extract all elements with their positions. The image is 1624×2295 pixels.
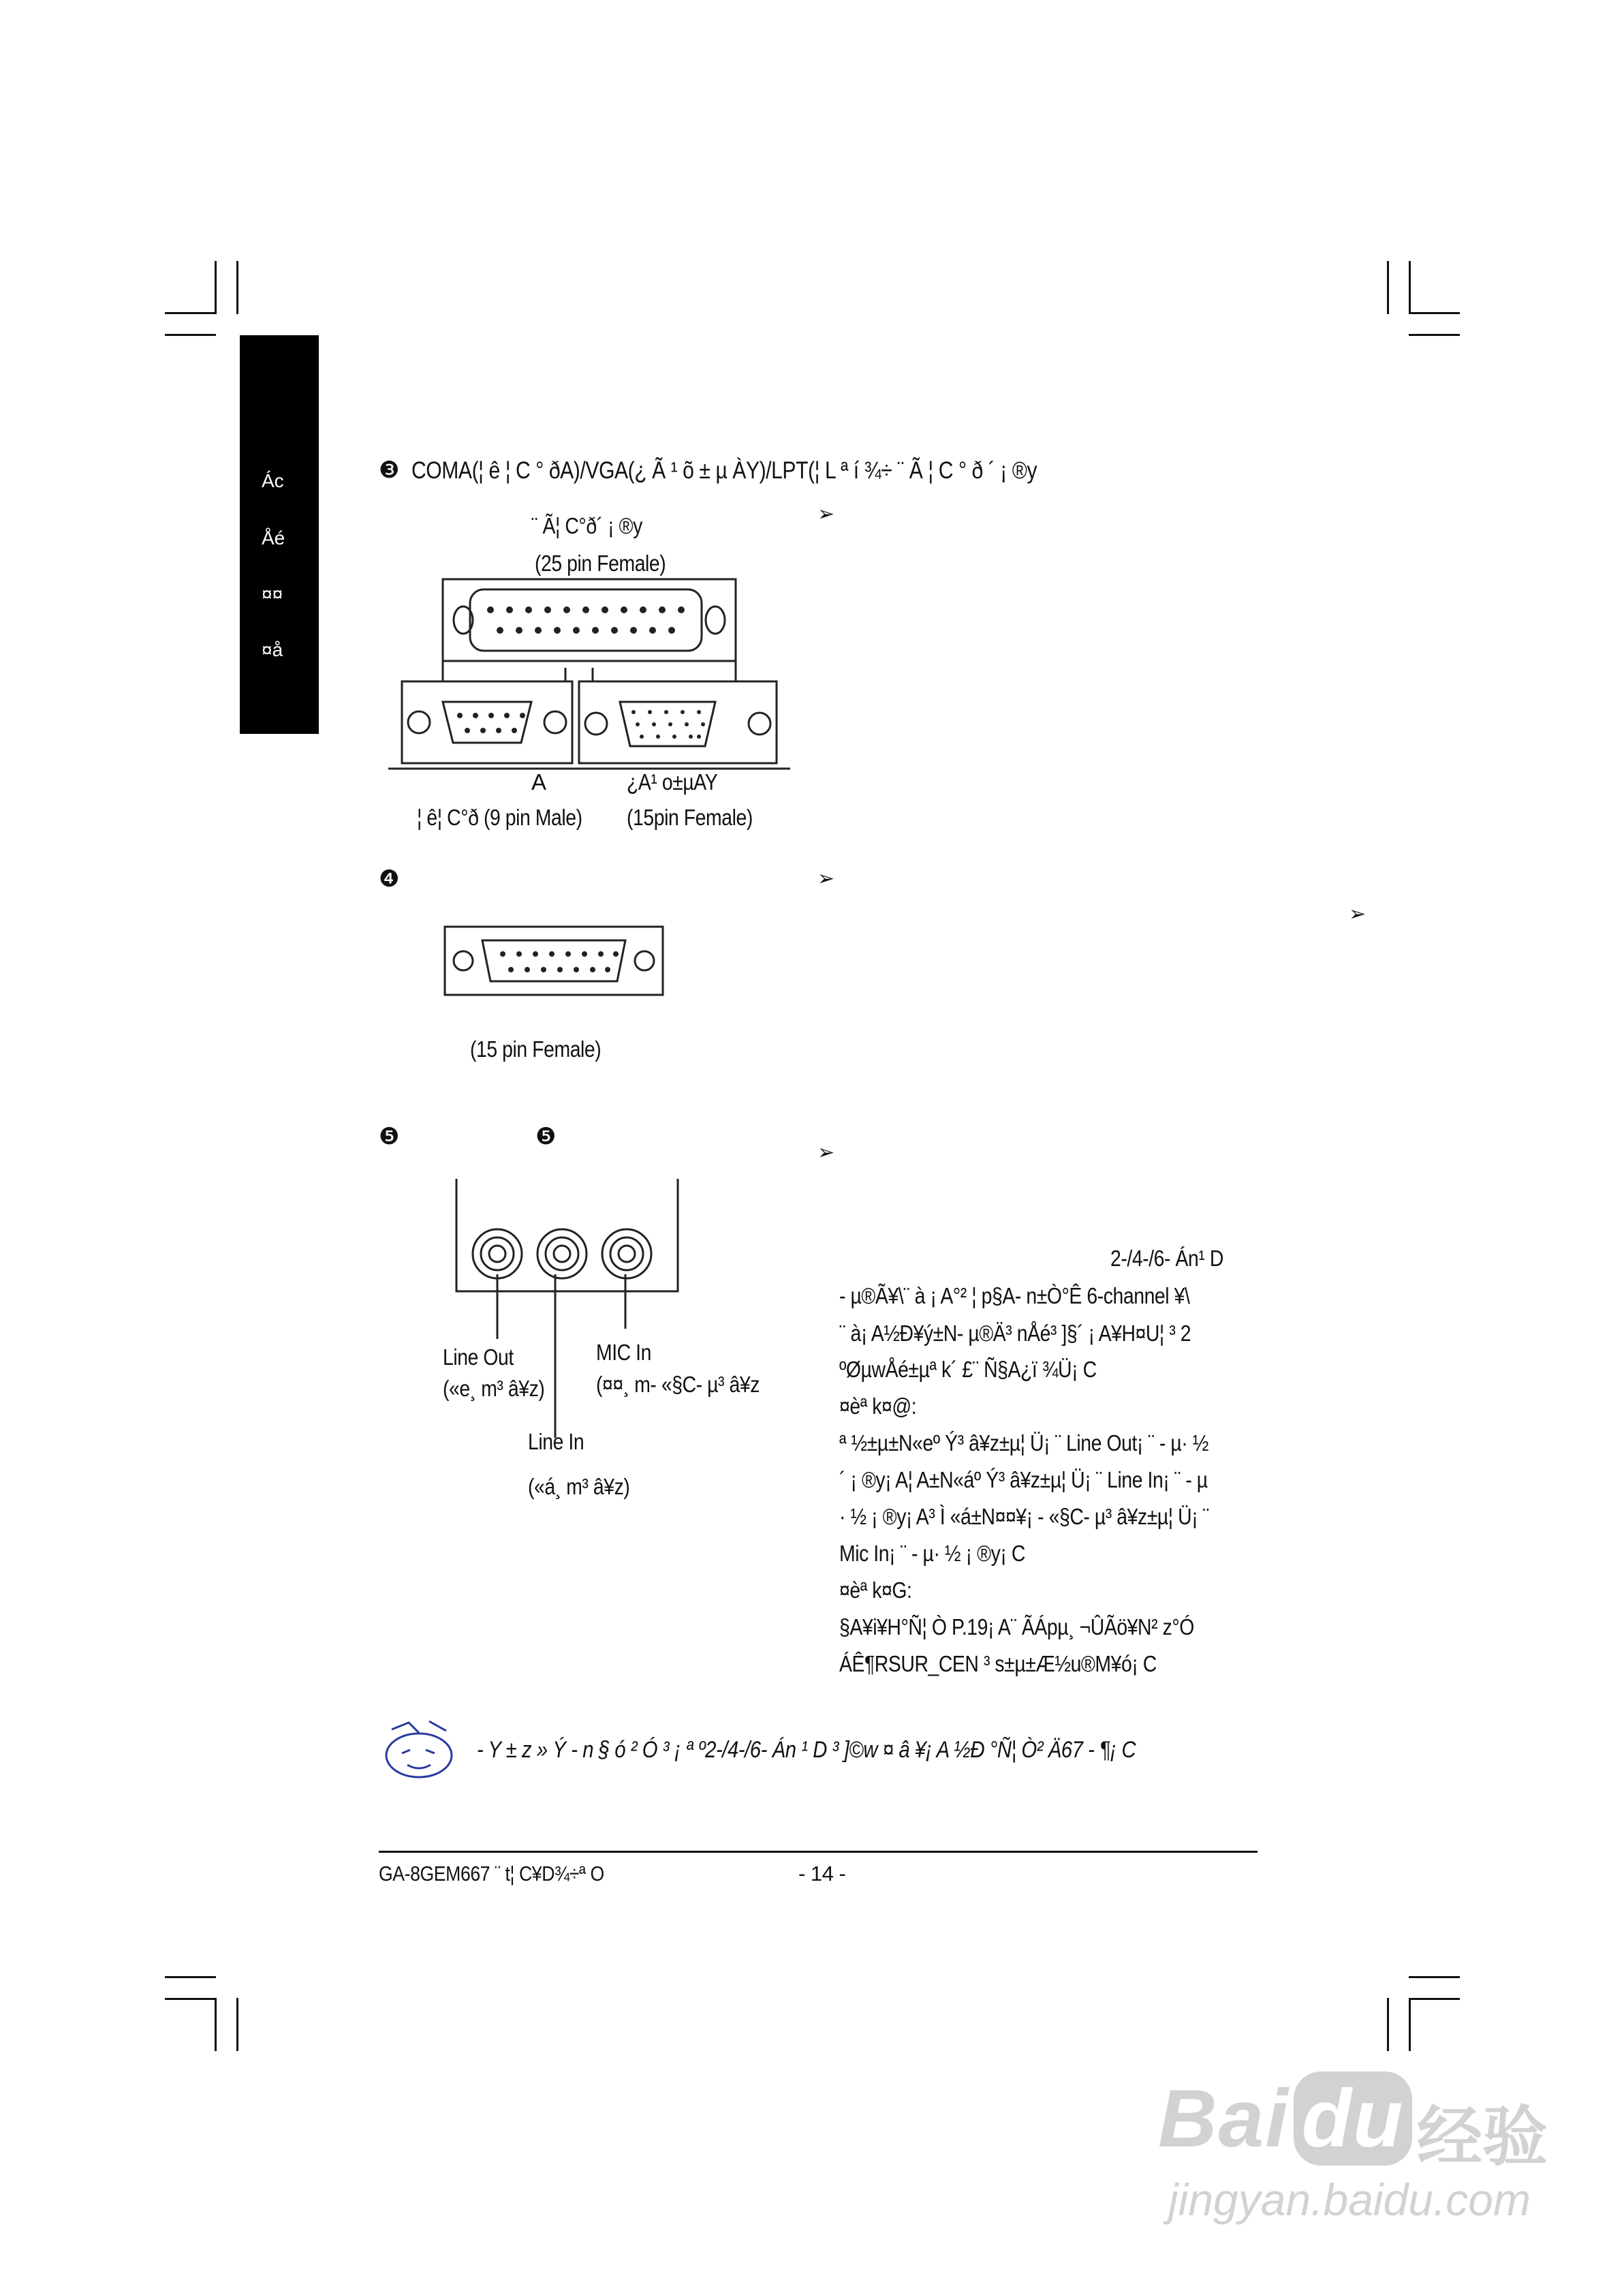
crop-mark: [1409, 1976, 1460, 1978]
game-port-diagram: [441, 923, 666, 998]
crop-mark: [215, 1998, 217, 2051]
crop-mark: [1409, 1998, 1411, 2051]
section5-marker: ❺: [535, 1123, 556, 1150]
desc-line: ª ½±µ±N«eº Ý³ â¥z±µ¦ Ü¡ ¨ Line Out¡ ¨ - µ· ½: [839, 1430, 1208, 1455]
line-in-label: Line In: [528, 1429, 584, 1454]
note-text: - Y ± z » Ý - n § ó ² Ó ³ ¡ ª º2-/4-/6- Án ¹ D ³ ]©w ¤ â ¥¡ A ½Ð °Ñ¦ Ò² Ä67 - ¶¡ C: [477, 1737, 1136, 1763]
crop-mark: [1409, 261, 1411, 314]
side-tab-char: Åé: [262, 527, 285, 549]
crop-mark: [1387, 1998, 1389, 2051]
desc-line: ºØµwÅé±µª k´ £¨ Ñ§A¿ï ¾Ü¡ C: [839, 1357, 1097, 1382]
line-out-sublabel: («e¸ m³ â¥z): [443, 1376, 545, 1401]
memo-face-icon: [381, 1716, 463, 1784]
watermark-logo: Bai du: [1158, 2071, 1412, 2166]
desc-line: ¤èª k¤@:: [839, 1393, 917, 1419]
crop-mark: [236, 261, 238, 314]
watermark-logo-cn: 经验: [1417, 2101, 1548, 2174]
line-out-label: Line Out: [443, 1344, 514, 1370]
parallel-port-label: ¨ Ã¦ C°ð´ ¡ ®y: [531, 513, 642, 538]
com-port-label-a: A: [531, 769, 546, 795]
footer-rule: [379, 1851, 1258, 1853]
side-tab-char: Ác: [262, 470, 284, 491]
bullet-arrow: ➢: [1349, 902, 1366, 926]
desc-line: ´ ¡ ®y¡ A¦ A±N«áº Ý³ â¥z±µ¦ Ü¡ ¨ Line In¡ ¨ - µ: [839, 1467, 1208, 1492]
side-tab-char: ¤å: [262, 639, 283, 660]
side-tab-char: ¤¤: [262, 583, 283, 604]
footer-page-number: - 14 -: [798, 1862, 846, 1885]
desc-line: Mic In¡ ¨ - µ· ½ ¡ ®y¡ C: [839, 1541, 1025, 1566]
desc-line: · ½ ¡ ®y¡ A³ Ì «á±N¤¤¥¡ - «§C- µ³ â¥z±µ¦ Ü¡ ¨: [839, 1504, 1209, 1529]
section3-marker: ❸: [379, 457, 399, 484]
io-ports-diagram: [388, 572, 790, 777]
section4-marker: ❹: [379, 865, 399, 893]
crop-mark: [1409, 1998, 1460, 2000]
parallel-port-pins: (25 pin Female): [535, 551, 666, 576]
game-port-pins: (15 pin Female): [470, 1036, 602, 1062]
vga-port-label-a: ¿A¹ o±µAY: [627, 769, 718, 795]
audio-jacks-diagram: [436, 1179, 695, 1465]
crop-mark: [1387, 261, 1389, 314]
desc-line: 2-/4-/6- Án¹ D: [1110, 1246, 1223, 1271]
crop-mark: [165, 1976, 216, 1978]
crop-mark: [1409, 334, 1460, 336]
desc-line: ¨ à¡ A½Ð¥ý±N- µ®Ä³ nÅé³ ]§´ ¡ A¥H¤U¦ ³ 2: [839, 1321, 1191, 1346]
vga-port-label-b: (15pin Female): [627, 805, 753, 830]
bullet-arrow: ➢: [817, 1141, 834, 1165]
desc-line: ¤èª k¤G:: [839, 1577, 912, 1603]
crop-mark: [215, 261, 217, 314]
bullet-arrow: ➢: [817, 867, 834, 891]
desc-line: §A¥i¥H°Ñ¦ Ò P.19¡ A¨ ÃÁpµ¸ ¬ÛÃö¥N² z°Ó: [839, 1614, 1194, 1639]
crop-mark: [165, 334, 216, 336]
crop-mark: [165, 1998, 216, 2000]
desc-line: ÁÊ¶RSUR_CEN ³ s±µ±Æ½u®M¥ó¡ C: [839, 1651, 1157, 1676]
crop-mark: [236, 1998, 238, 2051]
section3-heading: COMA(¦ ê ¦ C ° ðA)/VGA(¿ Ã ¹ õ ± µ ÀY)/LPT(¦ L ª í ¾÷ ¨ Ã ¦ C ° ð ´ ¡ ®y: [411, 457, 1037, 484]
line-in-sublabel: («á¸ m³ â¥z): [528, 1474, 630, 1499]
footer-model: GA-8GEM667 ¨ t¦ C¥D¾÷ª O: [379, 1862, 604, 1885]
crop-mark: [165, 312, 216, 314]
crop-mark: [1409, 312, 1460, 314]
desc-line: - µ®Ã¥\¨ à ¡ A°² ¦ p§A- n±Ò°Ê 6-channel ¥\: [839, 1283, 1190, 1308]
mic-in-label: MIC In: [596, 1340, 652, 1365]
com-port-label-b: ¦ ê¦ C°ð (9 pin Male): [417, 805, 582, 830]
watermark-url: jingyan.baidu.com: [1168, 2174, 1531, 2225]
section5-marker: ❺: [379, 1123, 399, 1150]
bullet-arrow: ➢: [817, 502, 834, 526]
mic-in-sublabel: (¤¤¸ m- «§C- µ³ â¥z: [596, 1372, 760, 1397]
chapter-side-tab: [240, 335, 319, 734]
